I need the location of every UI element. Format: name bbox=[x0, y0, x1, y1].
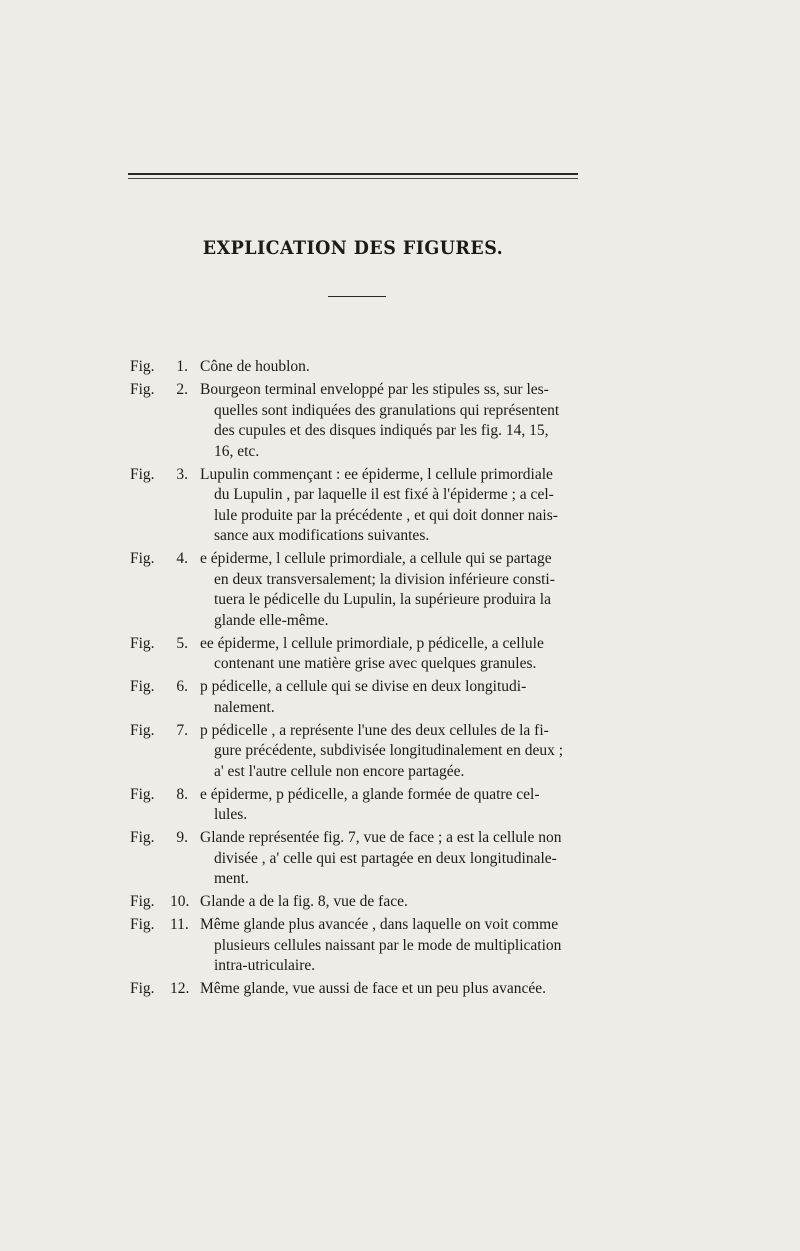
description-line: en deux transversalement; la division inférieure consti- bbox=[214, 570, 555, 588]
description-line: sance aux modifications suivantes. bbox=[214, 527, 430, 544]
description-line: tuera le pédicelle du Lupulin, la supérieure produira la bbox=[214, 591, 551, 608]
figure-number: 3. bbox=[176, 465, 188, 483]
figure-entry bbox=[130, 357, 585, 378]
description-line: ment. bbox=[214, 870, 249, 887]
figure-entry bbox=[130, 634, 585, 675]
description-line: e épiderme, p pédicelle, a glande formée de quatre cel- bbox=[200, 785, 540, 803]
description-line: du Lupulin , par laquelle il est fixé à l'épiderme ; a cel- bbox=[214, 486, 554, 503]
description-line: gure précédente, subdivisée longitudinalement en deux ; bbox=[214, 742, 564, 759]
figure-label: Fig. bbox=[130, 916, 155, 933]
figure-label: Fig. bbox=[130, 785, 155, 803]
figure-label: Fig. bbox=[130, 550, 155, 567]
description-line: Même glande, vue aussi de face et un peu plus avancée. bbox=[200, 980, 547, 997]
figure-description bbox=[200, 465, 585, 547]
figure-number: 11. bbox=[170, 916, 189, 933]
description-line: 16, etc. bbox=[214, 442, 260, 460]
figure-entry bbox=[130, 549, 585, 631]
figure-number: 12. bbox=[170, 980, 190, 997]
description-line: contenant une matière grise avec quelques granules. bbox=[214, 655, 537, 672]
description-line: divisée , a' celle qui est partagée en deux longitudinale- bbox=[214, 849, 557, 867]
description-line: quelles sont indiquées des granulations qui représentent bbox=[214, 401, 560, 419]
description-line: p pédicelle , a représente l'une des deux cellules de la fi- bbox=[200, 721, 549, 739]
figure-label: Fig. bbox=[130, 829, 155, 846]
figure-label: Fig. bbox=[130, 721, 155, 739]
figure-description bbox=[200, 915, 585, 977]
figure-label: Fig. bbox=[130, 678, 155, 695]
figure-description bbox=[200, 677, 585, 718]
top-rule bbox=[128, 173, 578, 175]
figure-number: 4. bbox=[176, 550, 188, 567]
figure-entry bbox=[130, 785, 585, 826]
figure-number: 9. bbox=[176, 829, 188, 846]
figure-entry bbox=[130, 979, 585, 1000]
description-line: des cupules et des disques indiqués par les fig. 14, 15, bbox=[214, 422, 549, 439]
figure-entry bbox=[130, 915, 585, 977]
description-line: glande elle-même. bbox=[214, 611, 329, 629]
page-title: EXPLICATION DES FIGURES. bbox=[202, 237, 504, 259]
figure-entry bbox=[130, 677, 585, 718]
description-line: Glande a de la fig. 8, vue de face. bbox=[200, 893, 408, 910]
figure-description bbox=[200, 721, 585, 783]
figure-label: Fig. bbox=[130, 893, 155, 910]
description-line: Lupulin commençant : ee épiderme, l cellule primordiale bbox=[200, 465, 553, 483]
description-line: a' est l'autre cellule non encore partagée. bbox=[214, 762, 465, 780]
figure-description bbox=[200, 380, 585, 462]
figure-description bbox=[200, 892, 585, 913]
description-line: intra-utriculaire. bbox=[214, 957, 316, 974]
figure-number: 6. bbox=[176, 678, 188, 695]
figure-number: 2. bbox=[176, 381, 188, 398]
title-divider bbox=[328, 296, 386, 297]
figure-number: 5. bbox=[176, 634, 188, 652]
description-line: nalement. bbox=[214, 698, 275, 716]
figure-description bbox=[200, 549, 585, 631]
figure-number: 1. bbox=[176, 358, 188, 375]
figure-number: 10. bbox=[170, 893, 190, 910]
description-line: lule produite par la précédente , et qui doit donner nais- bbox=[214, 506, 558, 524]
description-line: Glande représentée fig. 7, vue de face ; a est la cellule non bbox=[200, 829, 562, 846]
top-rule-thin bbox=[128, 178, 578, 179]
figure-list bbox=[130, 357, 585, 1002]
figure-entry bbox=[130, 892, 585, 913]
figure-entry bbox=[130, 465, 585, 547]
figure-entry bbox=[130, 380, 585, 462]
figure-description bbox=[200, 828, 585, 890]
figure-label: Fig. bbox=[130, 980, 155, 997]
figure-number: 7. bbox=[176, 721, 188, 739]
figure-description bbox=[200, 357, 585, 378]
figure-description bbox=[200, 979, 585, 1000]
figure-label: Fig. bbox=[130, 465, 155, 483]
description-line: Cône de houblon. bbox=[200, 358, 310, 375]
figure-entry bbox=[130, 828, 585, 890]
description-line: lules. bbox=[214, 806, 248, 823]
figure-number: 8. bbox=[176, 785, 188, 803]
figure-description bbox=[200, 634, 585, 675]
figure-description bbox=[200, 785, 585, 826]
description-line: p pédicelle, a cellule qui se divise en deux longitudi- bbox=[200, 678, 527, 695]
figure-label: Fig. bbox=[130, 358, 155, 375]
description-line: plusieurs cellules naissant par le mode de multiplication bbox=[214, 936, 562, 954]
figure-label: Fig. bbox=[130, 634, 155, 652]
figure-entry bbox=[130, 721, 585, 783]
description-line: Bourgeon terminal enveloppé par les stipules ss, sur les- bbox=[200, 381, 549, 398]
description-line: Même glande plus avancée , dans laquelle on voit comme bbox=[200, 916, 559, 933]
description-line: e épiderme, l cellule primordiale, a cellule qui se partage bbox=[200, 550, 552, 567]
description-line: ee épiderme, l cellule primordiale, p pédicelle, a cellule bbox=[200, 634, 544, 652]
figure-label: Fig. bbox=[130, 381, 155, 398]
